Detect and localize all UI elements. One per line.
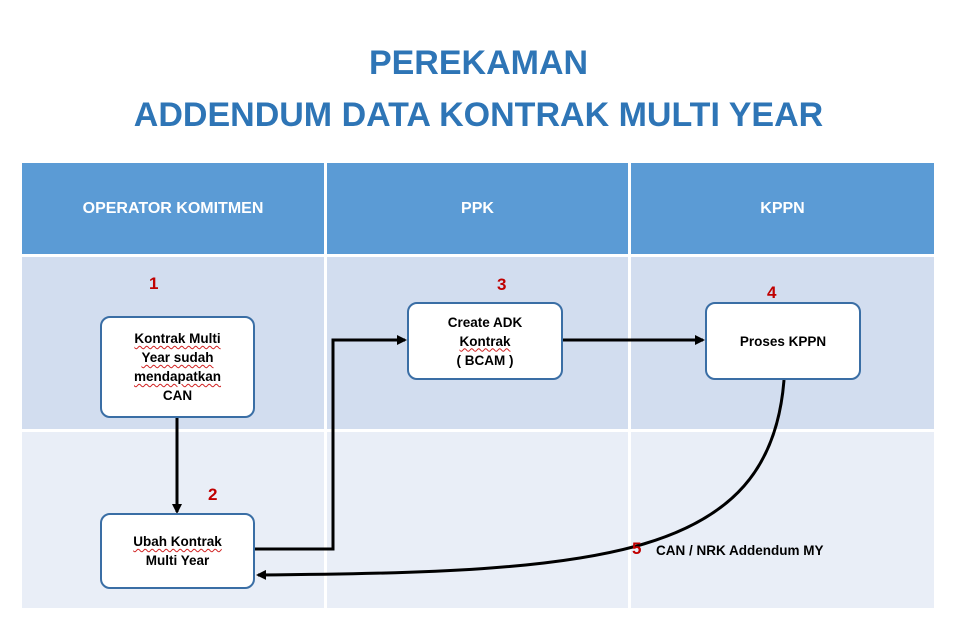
step-2-text-line: Multi Year (145, 553, 210, 568)
step-2-box (100, 513, 255, 589)
column-header-operator-komitmen: OPERATOR KOMITMEN (82, 199, 264, 217)
step-3-text-line: ( BCAM ) (456, 352, 514, 368)
step-number-5: 5 (632, 539, 642, 558)
column-header-kppn: KPPN (760, 199, 805, 217)
step-4-text-line: Proses KPPN (739, 333, 827, 349)
column-header-ppk: PPK (461, 199, 494, 217)
step-number-1: 1 (149, 274, 159, 293)
step-1-text-line: Year sudah (141, 350, 214, 365)
step-3-box (407, 302, 563, 380)
step-1-text-line: mendapatkan (133, 369, 222, 384)
step-2-text-line: Ubah Kontrak (133, 534, 222, 549)
step-4-box (705, 302, 861, 380)
step-1-text-line: CAN (162, 388, 193, 403)
step-3-text-line: Create ADK (447, 314, 523, 330)
step-number-3: 3 (497, 275, 507, 294)
step-5-label: CAN / NRK Addendum MY (656, 543, 824, 558)
step-3-text-line: Kontrak (459, 333, 511, 349)
arrow-step2-to-step3 (255, 340, 405, 549)
step-number-4: 4 (767, 283, 777, 302)
step-1-text-line: Kontrak Multi (134, 331, 221, 346)
step-number-2: 2 (208, 485, 218, 504)
diagram-title-line-1: PEREKAMAN (368, 44, 589, 82)
diagram-title-line-2: ADDENDUM DATA KONTRAK MULTI YEAR (133, 96, 824, 134)
step-1-box (100, 316, 255, 418)
